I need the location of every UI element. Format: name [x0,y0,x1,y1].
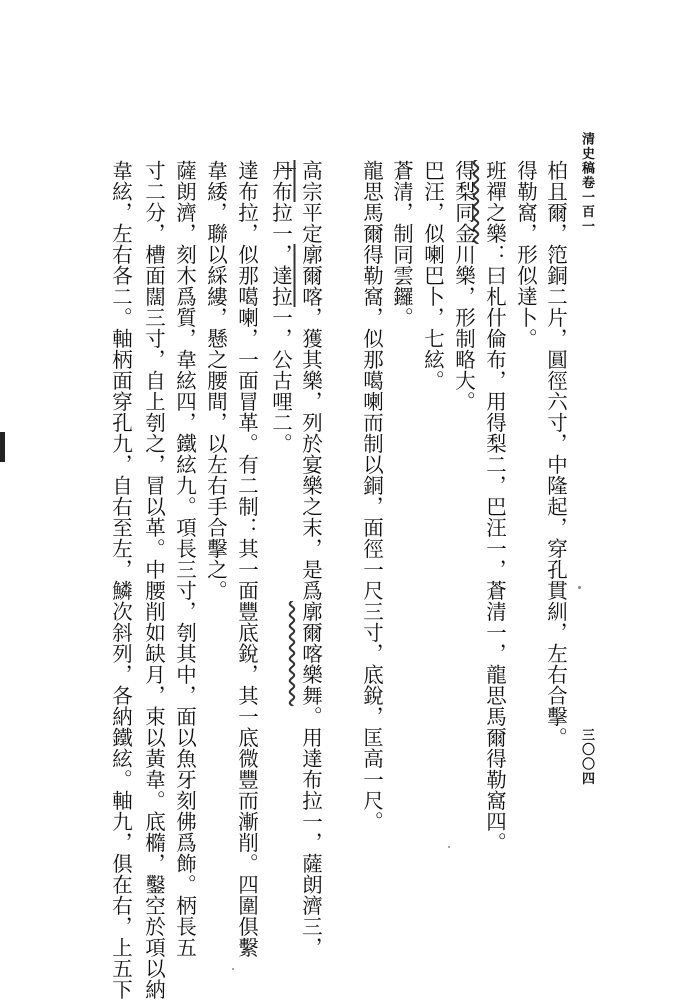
text-column [484,160,505,853]
text-segment: ：曰札什倫布，用得梨二，巴汪一，蒼清一，龍思馬爾得勒窩四。 [482,244,507,853]
text-column [391,160,412,328]
text-segment: 蒼清，制同雲鑼。 [389,160,414,328]
text-column [515,160,536,349]
text-column [205,160,226,601]
page-number: 三〇〇四 [579,728,594,786]
text-column [300,160,321,958]
text-column [174,160,195,958]
text-segment: 寸二分，槽面闊三寸，自上刳之，冒以革。中腰削如缺月，束以黃韋。底橢，鑿空於項以納 [141,160,166,1000]
text-segment: 。用達布拉一，薩朗濟三， [298,706,323,958]
text-column [361,160,382,832]
ink-speck [448,846,450,848]
text-segment: 韋緌，聯以綵縷，懸之腰間，以左右手合擊之。 [203,160,228,601]
running-title: 清史稿卷一百一 [579,132,594,234]
text-column [110,160,131,1000]
text-segment: 達布拉，似那噶喇，一面冒革。有二制：其一面豐底銳，其一底微豐而漸削。四圍俱繫 [234,160,259,958]
text-column [453,160,474,412]
book-title-mark: 廓爾喀樂舞 [298,601,323,706]
ink-speck [232,968,234,970]
text-column [422,160,443,391]
text-segment: 薩朗濟，刻木爲質，韋絃四，鐵絃九。項長三寸，刳其中，面以魚牙刻佛爲飾。柄長五 [172,160,197,958]
text-column [236,160,257,958]
text-segment: 韋絃，左右各二。軸柄面穿孔九，自右至左，鱗次斜列，各納鐵絃。軸九，俱在右，上五下 [108,160,133,1000]
binding-mark [0,432,5,462]
text-segment: ，獲其樂，列於宴樂之末，是爲 [298,307,323,601]
text-column [545,160,566,748]
proper-name-mark: 高宗 [298,160,323,202]
text-segment: 巴汪，似喇巴卜，七絃。 [420,160,445,391]
text-segment: 柏且爾，笵銅二片，圓徑六寸，中隆起，穿孔貫紃，左右合擊。 [543,160,568,748]
book-title-mark: 班禪之樂 [482,160,507,244]
text-segment: 得勒窩，形似達卜。 [513,160,538,349]
text-segment: 丹布拉一，達拉一，公古哩二。 [268,160,293,454]
proper-name-mark: 廓爾喀 [298,244,323,307]
ink-speck [578,586,581,589]
text-column [143,160,164,1000]
text-segment: 平定 [298,202,323,244]
text-segment: 龍思馬爾得勒窩，似那噶喇而制以銅，面徑一尺三寸，底銳，匡高一尺。 [359,160,384,832]
text-segment: 得梨同金川樂，形制略大。 [451,160,476,412]
text-column [270,160,291,454]
